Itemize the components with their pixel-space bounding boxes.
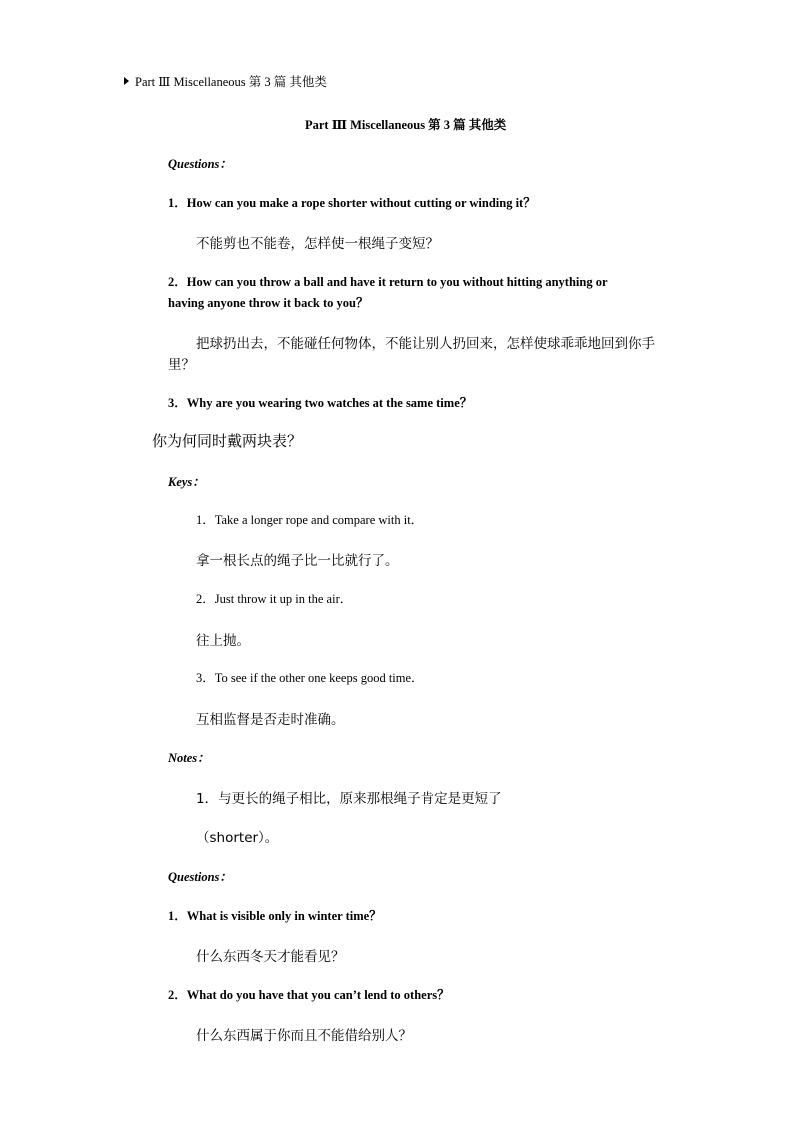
question-2-1-en: 1．What is visible only in winter time？: [168, 909, 382, 923]
question-2-1-cn: 什么东西冬天才能看见？: [196, 949, 345, 965]
questions-label-2: Questions：: [168, 870, 232, 884]
question-2-en-line2: having anyone throw it back to you？: [168, 296, 369, 310]
question-3-en: 3．Why are you wearing two watches at the same time？: [168, 396, 473, 410]
page-title: Part Ⅲ Miscellaneous 第 3 篇 其他类: [305, 118, 507, 132]
question-3-cn: 你为何同时戴两块表？: [152, 432, 303, 450]
note-1-line2: （shorter）。: [196, 830, 279, 846]
questions-label: Questions：: [168, 157, 232, 171]
question-2-en-line1: 2．How can you throw a ball and have it return to you without hitting anything or: [168, 275, 608, 289]
key-3-en: 3．To see if the other one keeps good time．: [196, 671, 424, 685]
key-2-cn: 往上抛。: [196, 633, 250, 649]
key-1-en: 1．Take a longer rope and compare with it．: [196, 513, 424, 527]
notes-label: Notes：: [168, 751, 210, 765]
key-2-en: 2．Just throw it up in the air．: [196, 592, 353, 606]
question-1-cn: 不能剪也不能卷，怎样使一根绳子变短？: [196, 236, 439, 252]
note-1-line1: 1．与更长的绳子相比，原来那根绳子肯定是更短了: [196, 791, 502, 807]
outline-arrow-icon[interactable]: [124, 77, 129, 85]
key-3-cn: 互相监督是否走时准确。: [196, 712, 345, 728]
question-2-cn-line1: 把球扔出去，不能碰任何物体，不能让别人扔回来，怎样使球乖乖地回到你手: [196, 336, 655, 352]
question-2-cn-line2: 里？: [168, 357, 195, 373]
question-1-en: 1．How can you make a rope shorter without cutting or winding it？: [168, 196, 536, 210]
question-2-2-en: 2．What do you have that you can’t lend to others？: [168, 988, 450, 1002]
key-1-cn: 拿一根长点的绳子比一比就行了。: [196, 553, 399, 569]
keys-label: Keys：: [168, 475, 205, 489]
question-2-2-cn: 什么东西属于你而且不能借给别人？: [196, 1028, 412, 1044]
outline-heading[interactable]: Part Ⅲ Miscellaneous 第 3 篇 其他类: [135, 75, 327, 89]
